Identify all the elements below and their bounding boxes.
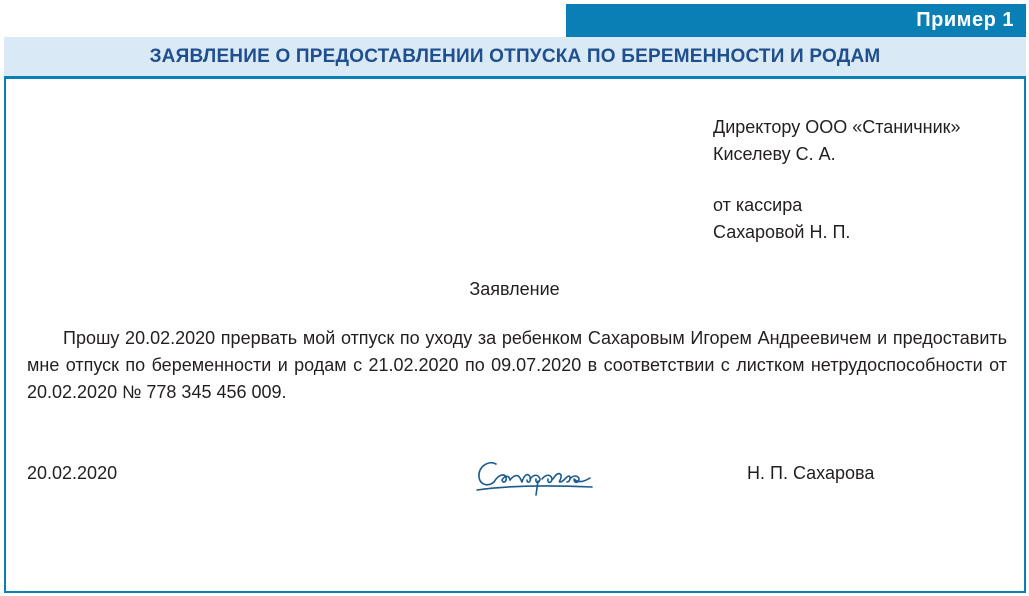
addressee-from-line1: от кассира [713, 195, 803, 215]
statement-heading: Заявление [469, 279, 560, 299]
signature-date: 20.02.2020 [27, 463, 118, 483]
handwritten-signature [474, 455, 600, 497]
addressee-to-line1: Директору ООО «Станичник» [713, 117, 961, 137]
addressee-from-line2: Сахаровой Н. П. [713, 222, 851, 242]
document-title: ЗАЯВЛЕНИЕ О ПРЕДОСТАВЛЕНИИ ОТПУСКА ПО БЕРЕМЕННОСТИ И РОДАМ [149, 45, 881, 67]
document-title-bar [4, 37, 1026, 79]
signature-name: Н. П. Сахарова [747, 463, 875, 483]
statement-body-text: Прошу 20.02.2020 прервать мой отпуск по уходу за ребенком Сахаровым Игорем Андреевичем и предоставить мне отпуск по беременности и родам с 21.02.2020 по 09.07.2020 в соответствии с листком нетрудоспособности от 20.02.2020 № 778 345 456 009. [27, 328, 1007, 402]
example-label-text: Пример 1 [916, 9, 1014, 31]
addressee-block [713, 114, 961, 246]
addressee-to-line2: Киселеву С. А. [713, 144, 836, 164]
addressee-gap [713, 168, 961, 192]
statement-body [27, 325, 1007, 406]
example-label [566, 4, 1026, 37]
